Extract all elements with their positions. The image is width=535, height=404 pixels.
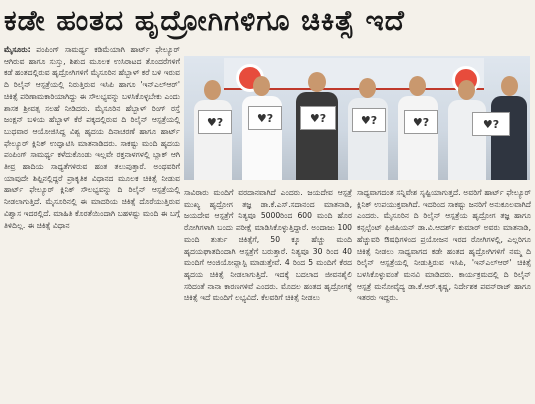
article-dateline: ಮೈಸೂರು:: [4, 45, 31, 54]
heart-card: ♥?: [352, 108, 386, 132]
heart-card: ♥?: [404, 110, 438, 134]
heart-card: ♥?: [248, 106, 282, 130]
article-column-1: [4, 44, 180, 402]
heart-card: ♥?: [472, 112, 510, 136]
article-headline: ಕಡೇ ಹಂತದ ಹೃದ್ರೋಗಿಗಳಿಗೂ ಚಿಕಿತ್ಸೆ ಇದೆ: [4, 4, 405, 37]
article-column-3: [357, 187, 531, 402]
column-1-text: ಪಂಪಿಂಗ್ ಸಾಮರ್ಥ್ಯ ಕಡಿಮೆಯಾಗಿ ಹಾರ್ಟ್ ಫೇಲ್ಯೂರ್ ಆಗಿರುವ ಹಾಗೂ ಸುಸ್ತು, ಶಿಶುದ ಮೂಲಕ ಉಸಿರಾಟದ ತೊಂದರೆಗಳಿಗೆ ಕಡೆ ಹಂತದಲ್ಲಿರುವ ಹೃದ್ರೋಗಿಗಳಿಗೆ ಮೈಸೂರಿನ ಹೆಬ್ಬಾಳ್ ಕರೆ ಬಳಿ ಇರುವ ದಿ ರಿಲೈನ್ ಆಸ್ಪತ್ರೆಯಲ್ಲಿ ನಿರುತ್ತಿರುವ ಇಸಿಪಿ ಹಾಗೂ 'ಇನ್‌ಎಲ್‌ಆರ್' ಚಿಕಿತ್ಸೆ ಪರಿಣಾಮಕಾರಿಯಾಗಿದ್ದು ಈ ಸೌಲಭ್ಯವನ್ನು ಬಳಸಿಕೊಳ್ಳಬೇಕು ಎಂದು ಶಾಸಕ ಶ್ರೀವತ್ಸ ಸಲಹೆ ನೀಡಿದರು. ಮೈಸೂರಿನ ಹೆಬ್ಬಾಳ್ ರಿಂಗ್ ರಸ್ತೆ ಜಂಕ್ಷನ್ ಬಳಿಯ ಹೆಬ್ಬಾಳ್ ಕೆರೆ ಪಕ್ಕದಲ್ಲಿರುವ ದಿ ರಿಲೈನ್ ಆಸ್ಪತ್ರೆಯಲ್ಲಿ ಬುಧವಾರ ಆಯೋಜಿಸಿದ್ದ ವಿಶ್ವ ಹೃದಯ ದಿನಾಚರಣೆ ಹಾಗೂ ಹಾರ್ಟ್ ಫೇಲ್ಯೂರ್ ಕ್ಲಿನಿಕ್ ಉದ್ಘಾಟಿಸಿ ಮಾತನಾಡಿದರು. ಸಾಕಷ್ಟು ಮಂದಿ ಹೃದಯ ಪಂಪಿಂಗ್ ಸಾಮರ್ಥ್ಯ ಕಳೆದುಕೊಂಡು ಇಲ್ಲವೇ ರಕ್ತನಾಳಗಳಲ್ಲಿ ಬ್ಲಾಕ್ ಆಗಿ ತೀವ್ರ ಹಾದಿಯ ಸಾಧ್ಯತೆಗಳಿರುವ ಹಂತ ತಲುಪುತ್ತಾರೆ. ಅಂಥವರಿಗೆ ಯಾವುದೇ ಶಿಫ್ಟಿನಲ್ಲಿದ್ದರೆ ಪ್ರಾಕೃತಿಕ ವಿಧಾನದ ಮೂಲಕ ಚಿಕಿತ್ಸೆ ನೀಡುವ ಹಾರ್ಟ್ ಫೇಲ್ಯೂರ್ ಕ್ಲಿನಿಕ್ ಸೌಲಭ್ಯವನ್ನು ದಿ ರಿಲೈನ್ ಆಸ್ಪತ್ರೆಯಲ್ಲಿ ನೀಡಲಾಗುತ್ತಿದೆ. ಮೈಸೂರಿನಲ್ಲಿ ಈ ಮಾದರಿಯ ಚಿಕಿತ್ಸೆ ದೊರೆಯುತ್ತಿರುವ ವಿಶ್ವಾಸ ಇದರಲ್ಲಿದೆ. ಮಾಹಿತಿ ಕೊರತೆಯಿಂದಾಗಿ ಬಹಳಷ್ಟು ಮಂದಿ ಈ ಬಗ್ಗೆ ತಿಳಿದಿಲ್ಲ. ಈ ಚಿಕಿತ್ಸೆ ವಿಧಾನ: [4, 45, 180, 230]
column-3-text: ಸಾಧ್ಯವಾಗದಂತ ಸನ್ನಿವೇಶ ಸೃಷ್ಟಿಯಾಗುತ್ತದೆ. ಅವರಿಗೆ ಹಾರ್ಟ್ ಫೇಲ್ಯೂರ್ ಕ್ಲಿನಿಕ್ ಉಪಯುಕ್ತವಾಗಿದೆ. ಇದರಿಂದ ಸಾಕಷ್ಟು ಜನರಿಗೆ ಅನುಕೂಲವಾಗಿದೆ ಎಂದರು. ಮೈಸೂರಿನ ದಿ ರಿಲೈನ್ ಆಸ್ಪತ್ರೆಯ ಹೃದ್ರೋಗ ತಜ್ಞ ಹಾಗೂ ಕನ್ಸಲ್ಟೆಂಟ್ ಫಿಜಿಷಿಯನ್ ಡಾ.ವಿ.ಆದರ್ಶ್ ಕುಮಾರ್ ಅವರು ಮಾತನಾಡಿ, ಹೆಚ್ಚುವರಿ ಔಷಧಿಗಳಿಂದ ಪ್ರಯೋಜನ ಇರದ ರೋಗಿಗಳಲ್ಲಿ, ಎಲ್ಲರಿಗೂ ಚಿಕಿತ್ಸೆ ನೀಡಲು ಸಾಧ್ಯವಾಗದ ಕಡೇ ಹಂತದ ಹೃದ್ರೋಗಿಗಳಿಗೆ ನಮ್ಮ ದಿ ರಿಲೈನ್ ಆಸ್ಪತ್ರೆಯಲ್ಲಿ ನೀಡುತ್ತಿರುವ ಇಸಿಪಿ, 'ಇನ್‌ಎಲ್‌ಆರ್' ಚಿಕಿತ್ಸೆ ಬಳಸಿಕೊಳ್ಳುವಂತೆ ಮನವಿ ಮಾಡಿದರು. ಕಾರ್ಯಕ್ರಮದಲ್ಲಿ ದಿ ರಿಲೈನ್ ಆಸ್ಪತ್ರೆ ಮನೋವೈದ್ಯ ಡಾ.ಕೆ.ಆರ್.ಕೃಷ್ಣ, ನಿರ್ದೇಶಕ ಪವನ್‌ರಾಜ್ ಹಾಗೂ ಇತರರು ಇದ್ದರು.: [357, 188, 531, 303]
column-2-text: ಸಾವಿರಾರು ಮಂದಿಗೆ ವರದಾನವಾಗಿದೆ ಎಂದರು. ಜಯದೇವ ಆಸ್ಪತ್ರೆ ಮುಖ್ಯ ಹೃದ್ರೋಗ ತಜ್ಞ ಡಾ.ಕೆ.ಎಸ್.ಸದಾನಂದ ಮಾತನಾಡಿ, ಜಯದೇವ ಆಸ್ಪತ್ರೆಗೆ ನಿತ್ಯವೂ 5000ರಿಂದ 600 ಮಂದಿ ಹೊರ ರೋಗಿಗಳಾಗಿ ಬಂದು ಪರೀಕ್ಷೆ ಮಾಡಿಸಿಕೊಳ್ಳುತ್ತಿದ್ದಾರೆ. ಅಂದಾಜು 100 ಮಂದಿ ತುರ್ತು ಚಿಕಿತ್ಸೆಗೆ, 50 ಕ್ಕೂ ಹೆಚ್ಚು ಮಂದಿ ಹೃದಯಘಾತದಿಂದಾಗಿ ಆಸ್ಪತ್ರೆಗೆ ಬರುತ್ತಾರೆ. ನಿತ್ಯವೂ 30 ರಿಂದ 40 ಮಂದಿಗೆ ಆಂಜಿಯೋಪ್ಲಾಸ್ಟಿ ಮಾಡುತ್ತೇವೆ. 4 ರಿಂದ 5 ಮಂದಿಗೆ ಕೆರದ ಹೃದಯ ಚಿಕಿತ್ಸೆ ನೀಡಲಾಗುತ್ತಿದೆ. ಇದಕ್ಕೆ ಬದಲಾದ ಜೀವನಶೈಲಿ ಸರಿದಂತೆ ನಾನಾ ಕಾರಣಗಳಿವೆ ಎಂದರು. ಮೊದಲ ಹಂತದ ಹೃದ್ರೋಗಕ್ಕೆ ಚಿಕಿತ್ಸೆ ಇದೆ ಮಂದಿಗೆ ಲಭ್ಯವಿದೆ. ಕೆಲವರಿಗೆ ಚಿಕಿತ್ಸೆ ನೀಡಲು: [184, 188, 352, 303]
heart-card: ♥?: [300, 106, 336, 130]
article-column-2: [184, 187, 352, 402]
event-photo: [184, 56, 530, 180]
heart-card: ♥?: [198, 110, 232, 134]
